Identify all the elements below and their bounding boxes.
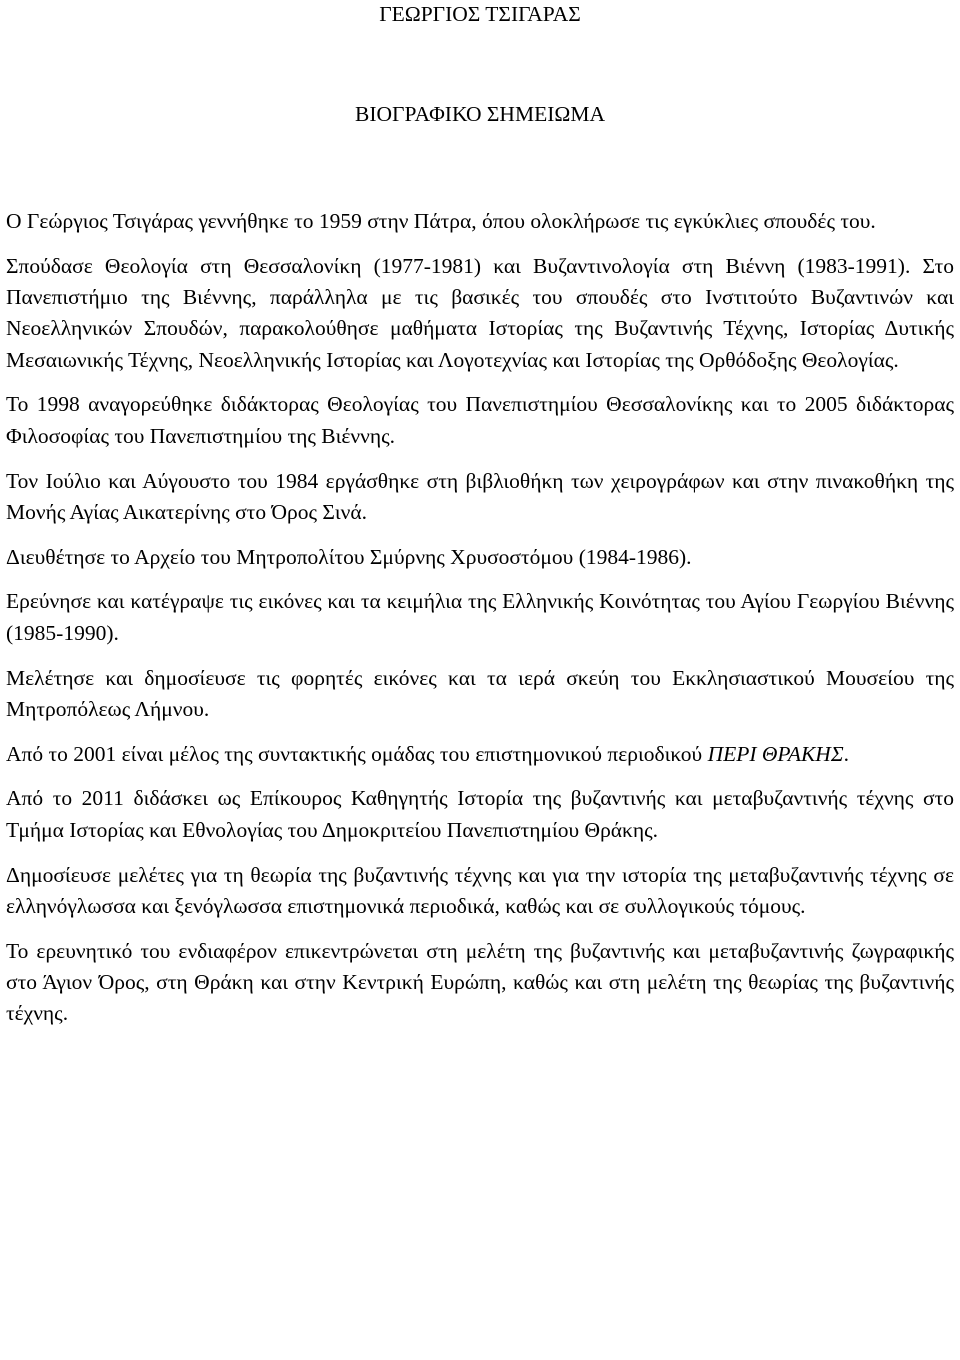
paragraph-teaching: Από το 2011 διδάσκει ως Επίκουρος Καθηγητής Ιστορία της βυζαντινής και μεταβυζαντινής τέχνης στο Τμήμα Ιστορίας και Εθνολογίας του Δημοκριτείου Πανεπιστημίου Θράκης. xyxy=(6,786,954,842)
paragraph-sinai: Τον Ιούλιο και Αύγουστο του 1984 εργάσθηκε στη βιβλιοθήκη των χειρογράφων και στην πινακοθήκη της Μονής Αγίας Αικατερίνης στο Όρος Σινά. xyxy=(6,468,954,524)
paragraph-vienna-community: Ερεύνησε και κατέγραψε τις εικόνες και τα κειμήλια της Ελληνικής Κοινότητας του Αγίου Γεωργίου Βιέννης (1985-1990). xyxy=(6,589,954,645)
paragraph-lemnos-museum: Μελέτησε και δημοσίευσε τις φορητές εικόνες και τα ιερά σκεύη του Εκκλησιαστικού Μουσείου της Μητροπόλεως Λήμνου. xyxy=(6,665,954,721)
periodical-title: ΠΕΡΙ ΘΡΑΚΗΣ xyxy=(707,741,844,766)
document-heading: ΒΙΟΓΡΑΦΙΚΟ ΣΗΜΕΙΩΜΑ xyxy=(354,102,605,126)
paragraph-studies: Σπούδασε Θεολογία στη Θεσσαλονίκη (1977-1981) και Βυζαντινολογία στη Βιέννη (1983-1991). Στο Πανεπιστήμιο της Βιέννης, παράλληλα με τις βασικές του σπουδές στο Ινστιτούτο Βυζαντινών και Νεοελληνικών Σπουδών, παρακολούθησε μαθήματα Ιστορίας της Βυζαντινής Τέχνης, Ιστορίας Δυτικής Μεσαιωνικής Τέχνης, Νεοελληνικής Ιστορίας και Λογοτεχνίας και Ιστορίας της Ορθόδοξης Θεολογίας. xyxy=(6,253,954,372)
paragraph-doctorates: Το 1998 αναγορεύθηκε διδάκτορας Θεολογίας του Πανεπιστημίου Θεσσαλονίκης και το 2005 διδάκτορας Φιλοσοφίας του Πανεπιστημίου της Βιέννης. xyxy=(6,392,954,448)
paragraph-archive: Διευθέτησε το Αρχείο του Μητροπολίτου Σμύρνης Χρυσοστόμου (1984-1986). xyxy=(6,544,692,569)
paragraph-publications: Δημοσίευσε μελέτες για τη θεωρία της βυζαντινής τέχνης και για την ιστορία της μεταβυζαντινής τέχνης σε ελληνόγλωσσα και ξενόγλωσσα επιστημονικά περιοδικά, καθώς και σε συλλογικούς τόμους. xyxy=(6,862,954,918)
author-name: ΓΕΩΡΓΙΟΣ ΤΣΙΓΑΡΑΣ xyxy=(379,2,581,26)
paragraph-research-interests: Το ερευνητικό του ενδιαφέρον επικεντρώνεται στη μελέτη της βυζαντινής και μεταβυζαντινής ζωγραφικής στο Άγιον Όρος, στη Θράκη και στην Κεντρική Ευρώπη, καθώς και στη μελέτη της θεωρίας της βυζαντινής τέχνης. xyxy=(6,938,954,1026)
periodical-end: . xyxy=(843,741,849,766)
paragraph-birth: Ο Γεώργιος Τσιγάρας γεννήθηκε το 1959 στην Πάτρα, όπου ολοκλήρωσε τις εγκύκλιες σπουδές του. xyxy=(6,209,876,233)
biography-body xyxy=(6,206,954,1043)
periodical-text: Από το 2001 είναι μέλος της συντακτικής ομάδας του επιστημονικού περιοδικού xyxy=(6,741,708,766)
paragraph-periodical xyxy=(6,739,954,770)
